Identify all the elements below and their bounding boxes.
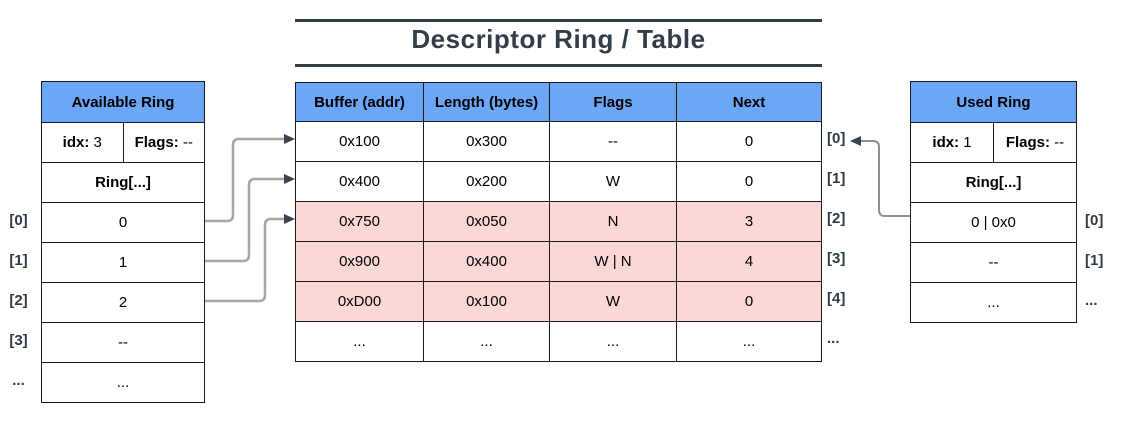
arrow-available2-to-descriptor2: [205, 219, 284, 301]
available-ring-header: [42, 82, 204, 122]
table-row-highlighted: [296, 201, 821, 241]
available-ring-index-labels: [0, 201, 37, 401]
table-row: [296, 121, 821, 161]
descriptor-table: [295, 82, 822, 362]
used-ring-title: Used Ring: [956, 93, 1031, 111]
available-ring-title: Available Ring: [71, 93, 175, 111]
column-header-length: Length (bytes): [423, 83, 549, 121]
column-header-flags: Flags: [549, 83, 676, 121]
avail-index-label: [1]: [9, 252, 28, 269]
column-header-next: Next: [676, 83, 821, 121]
desc-next-cell: 0: [676, 162, 821, 201]
table-row: [42, 362, 204, 402]
column-header-buffer: Buffer (addr): [314, 93, 405, 111]
desc-flags-cell: --: [549, 122, 676, 161]
desc-buffer-cell: 0x750: [296, 202, 423, 241]
avail-entry: 1: [118, 254, 128, 271]
arrow-available0-to-descriptor0: [205, 139, 284, 221]
used-ring-label: Ring[...]: [965, 174, 1022, 191]
table-row: [42, 242, 204, 282]
table-row: [296, 321, 821, 361]
desc-flags-cell: W | N: [549, 242, 676, 281]
avail-index-label: [2]: [9, 292, 28, 309]
descriptor-header-row: [296, 83, 821, 121]
desc-length-cell: 0x300: [423, 122, 549, 161]
avail-index-label: [0]: [9, 212, 28, 229]
used-entry: --: [988, 254, 999, 271]
avail-entry: ...: [116, 374, 130, 391]
desc-next-cell: 3: [676, 202, 821, 241]
desc-length-cell: 0x400: [423, 242, 549, 281]
arrow-available1-to-descriptor1: [205, 179, 284, 261]
arrow-used0-to-descriptor0: [861, 141, 910, 216]
used-index-label: [0]: [1085, 212, 1104, 229]
avail-flags-cell: Flags: --: [123, 123, 205, 162]
used-ring-ring-row: [911, 162, 1076, 202]
table-row: [911, 202, 1076, 242]
available-ring-idx-flags-row: [42, 122, 204, 162]
desc-index-label: [3]: [827, 250, 846, 267]
table-row: [911, 242, 1076, 282]
used-ring-table: [910, 81, 1077, 323]
desc-buffer-cell: 0xD00: [296, 282, 423, 321]
page-title: Descriptor Ring / Table: [411, 24, 706, 54]
used-entry: ...: [987, 294, 1000, 311]
title-rule-top: [295, 19, 822, 22]
avail-entry: --: [118, 334, 128, 351]
table-row: [296, 161, 821, 201]
desc-index-label: [4]: [827, 290, 846, 307]
available-ring-ring-row: [42, 162, 204, 202]
desc-index-label: [2]: [827, 210, 846, 227]
used-ring-idx-flags-row: [911, 122, 1076, 162]
used-index-label: ...: [1085, 292, 1098, 309]
table-row: [42, 282, 204, 322]
used-ring-index-labels: [1085, 201, 1121, 321]
desc-length-cell: 0x200: [423, 162, 549, 201]
used-entry: 0 | 0x0: [971, 214, 1016, 231]
desc-next-cell: 0: [676, 122, 821, 161]
desc-length-cell: 0x050: [423, 202, 549, 241]
table-row-highlighted: [296, 281, 821, 321]
desc-index-label: [0]: [827, 130, 846, 147]
avail-index-label: ...: [12, 372, 25, 389]
desc-next-cell: 0: [676, 282, 821, 321]
avail-idx-cell: idx: 3: [62, 134, 102, 151]
avail-index-label: [3]: [9, 332, 28, 349]
table-row: [42, 202, 204, 242]
desc-index-label: [1]: [827, 170, 846, 187]
used-flags-cell: Flags: --: [993, 123, 1076, 162]
desc-index-label: ...: [827, 330, 840, 347]
avail-ring-label: Ring[...]: [95, 174, 151, 191]
used-index-label: [1]: [1085, 252, 1104, 269]
table-row-highlighted: [296, 241, 821, 281]
desc-flags-cell: N: [549, 202, 676, 241]
desc-next-cell: 4: [676, 242, 821, 281]
desc-buffer-cell: 0x900: [296, 242, 423, 281]
used-idx-cell: idx: 1: [932, 134, 972, 151]
descriptor-index-labels: [827, 119, 861, 359]
desc-length-cell: 0x100: [423, 282, 549, 321]
table-row: [42, 322, 204, 362]
used-ring-header: [911, 82, 1076, 122]
desc-length-cell: ...: [423, 322, 549, 361]
desc-flags-cell: W: [549, 162, 676, 201]
avail-entry: 0: [118, 214, 128, 231]
available-ring-table: [41, 81, 205, 403]
desc-buffer-cell: 0x400: [339, 173, 380, 190]
table-row: [911, 282, 1076, 322]
desc-flags-cell: W: [549, 282, 676, 321]
desc-next-cell: ...: [676, 322, 821, 361]
title-rule-bottom: [295, 64, 822, 67]
avail-entry: 2: [118, 294, 128, 311]
desc-buffer-cell: 0x100: [339, 133, 380, 150]
desc-flags-cell: ...: [549, 322, 676, 361]
desc-buffer-cell: ...: [353, 333, 366, 350]
